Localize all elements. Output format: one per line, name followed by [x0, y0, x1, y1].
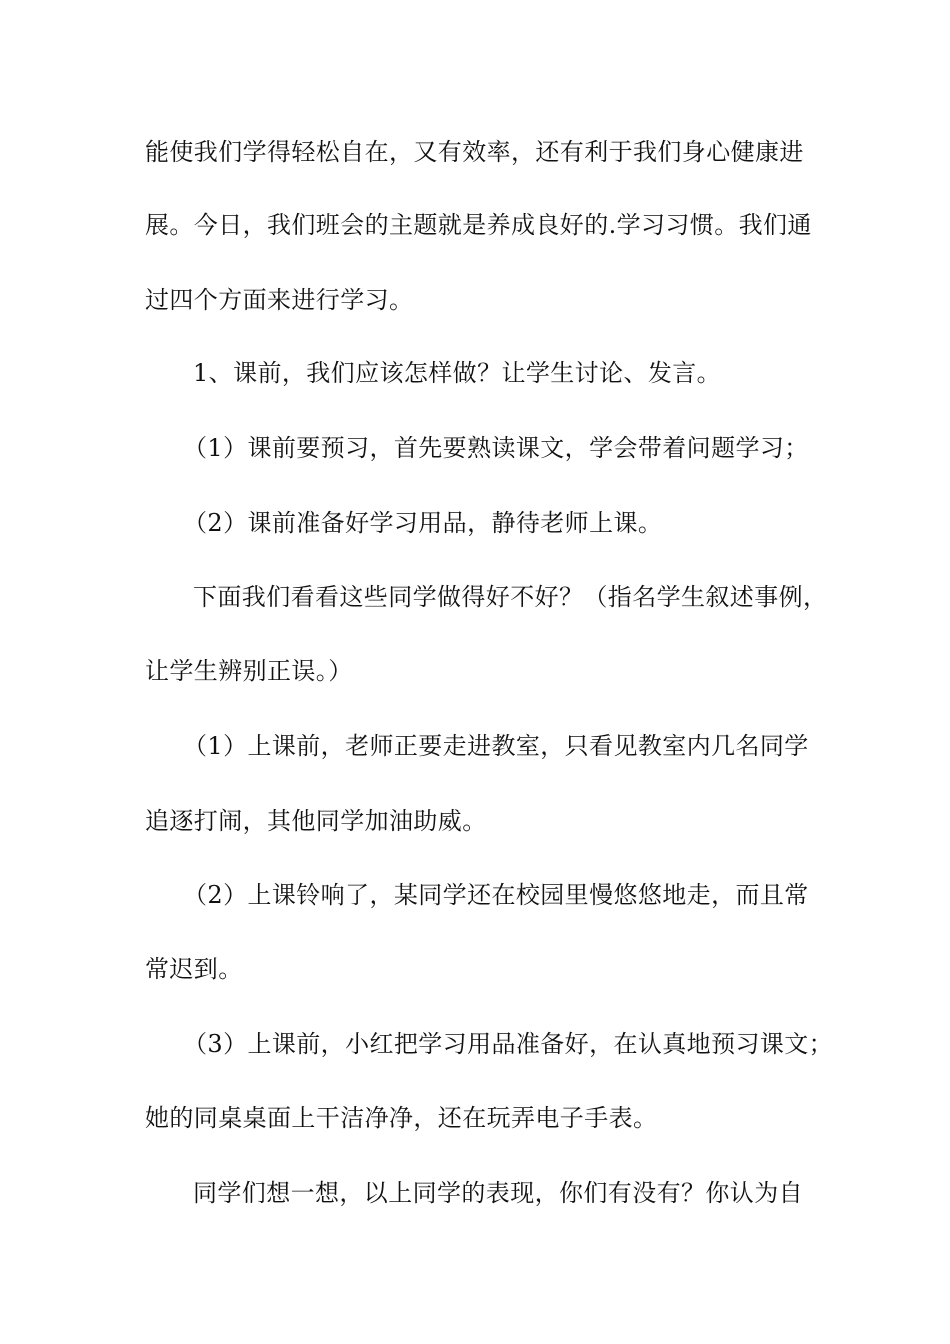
text-line-6: （2）课前准备好学习用品，静待老师上课。 [183, 509, 663, 537]
text-line-10: 追逐打闹，其他同学加油助威。 [145, 807, 487, 835]
text-line-13: （3）上课前，小红把学习用品准备好，在认真地预习课文； [183, 1030, 834, 1058]
text-line-7: 下面我们看看这些同学做得好不好？（指名学生叙述事例， [193, 583, 828, 611]
text-line-14: 她的同桌桌面上干洁净净，还在玩弄电子手表。 [145, 1104, 658, 1132]
text-line-8: 让学生辨别正误。） [145, 657, 353, 685]
text-line-15: 同学们想一想，以上同学的表现，你们有没有？你认为自 [193, 1179, 803, 1207]
text-line-3: 过四个方面来进行学习。 [145, 286, 414, 314]
text-line-9: （1）上课前，老师正要走进教室，只看见教室内几名同学 [183, 732, 809, 760]
text-line-5: （1）课前要预习，首先要熟读课文，学会带着问题学习； [183, 434, 809, 462]
text-line-1: 能使我们学得轻松自在，又有效率，还有利于我们身心健康进 [145, 138, 804, 166]
text-line-11: （2）上课铃响了，某同学还在校园里慢悠悠地走，而且常 [183, 881, 809, 909]
text-line-12: 常迟到。 [145, 955, 243, 983]
text-line-4: 1、课前，我们应该怎样做？让学生讨论、发言。 [193, 359, 722, 387]
text-line-2: 展。今日，我们班会的主题就是养成良好的.学习习惯。我们通 [145, 211, 812, 239]
